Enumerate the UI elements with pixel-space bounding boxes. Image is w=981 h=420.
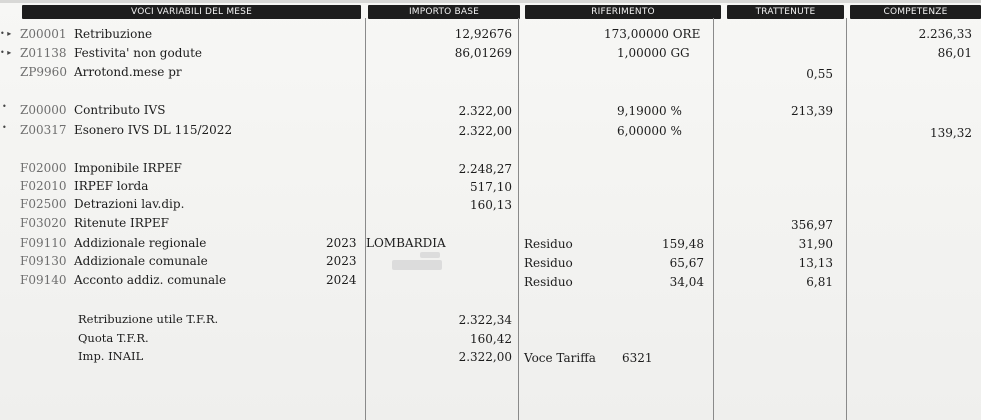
voce-description: Imponibile IRPEF <box>74 161 182 175</box>
voce-description: Ritenute IRPEF <box>74 216 169 230</box>
column-divider <box>518 18 519 420</box>
summary-label: Imp. INAIL <box>78 349 144 363</box>
voce-description: Addizionale comunale <box>74 254 208 268</box>
trattenute-value: 31,90 <box>798 237 833 251</box>
voce-code: Z00001 <box>20 27 67 41</box>
top-edge <box>0 0 981 3</box>
voce-region: LOMBARDIA <box>366 236 446 250</box>
column-divider <box>713 18 714 420</box>
voce-description: Acconto addiz. comunale <box>74 273 227 287</box>
trattenute-value: 13,13 <box>798 256 833 270</box>
voce-description: Esonero IVS DL 115/2022 <box>74 123 233 137</box>
summary-label: Quota T.F.R. <box>78 331 149 345</box>
voce-description: Contributo IVS <box>74 103 166 117</box>
voce-description: Detrazioni lav.dip. <box>74 197 185 211</box>
voce-code: F02500 <box>20 197 67 211</box>
importo-base-value: 12,92676 <box>454 27 512 41</box>
importo-base-value: 160,13 <box>470 198 512 212</box>
riferimento-value: 34,04 <box>669 275 704 289</box>
voce-code: Z00000 <box>20 103 67 117</box>
voce-code: F09110 <box>20 236 67 250</box>
voce-year: 2024 <box>326 273 357 287</box>
riferimento-label: Residuo <box>524 237 573 251</box>
voce-code: Z00317 <box>20 123 67 137</box>
row-marker-icon: • ▸ <box>0 29 12 38</box>
summary-label: Retribuzione utile T.F.R. <box>78 312 219 326</box>
trattenute-value: 0,55 <box>806 67 833 81</box>
importo-base-value: 517,10 <box>470 180 512 194</box>
importo-base-value: 86,01269 <box>454 46 512 60</box>
voce-code: F02000 <box>20 161 67 175</box>
riferimento-value: 159,48 <box>662 237 704 251</box>
importo-base-value: 2.322,00 <box>458 104 512 118</box>
redacted-area <box>392 260 442 270</box>
voce-code: F02010 <box>20 179 67 193</box>
voce-description: Festivita' non godute <box>74 46 203 60</box>
importo-base-value: 2.248,27 <box>458 162 512 176</box>
row-marker-icon: • <box>2 102 7 111</box>
summary-value: 2.322,00 <box>458 350 512 364</box>
header-competenze: COMPETENZE <box>850 5 981 19</box>
trattenute-value: 213,39 <box>791 104 833 118</box>
riferimento-label: Residuo <box>524 275 573 289</box>
voce-description: Retribuzione <box>74 27 153 41</box>
redacted-area <box>420 252 440 258</box>
voce-code: Z01138 <box>20 46 67 60</box>
competenze-value: 139,32 <box>930 126 972 140</box>
riferimento-value: 173,00000 ORE <box>604 27 701 41</box>
summary-value: 2.322,34 <box>458 313 512 327</box>
header-importo-base: IMPORTO BASE <box>368 5 520 19</box>
trattenute-value: 6,81 <box>806 275 833 289</box>
riferimento-label: Residuo <box>524 256 573 270</box>
riferimento-value: 65,67 <box>669 256 704 270</box>
column-divider <box>365 18 366 420</box>
header-riferimento: RIFERIMENTO <box>525 5 721 19</box>
voce-tariffa-value: 6321 <box>622 351 653 365</box>
trattenute-value: 356,97 <box>791 218 833 232</box>
column-divider <box>846 18 847 420</box>
voce-year: 2023 <box>326 236 357 250</box>
header-voci: VOCI VARIABILI DEL MESE <box>22 5 361 19</box>
voce-code: F03020 <box>20 216 67 230</box>
voce-code: F09140 <box>20 273 67 287</box>
riferimento-value: 9,19000 % <box>617 104 682 118</box>
voce-tariffa-label: Voce Tariffa <box>524 351 596 365</box>
voce-year: 2023 <box>326 254 357 268</box>
riferimento-value: 6,00000 % <box>617 124 682 138</box>
voce-description: IRPEF lorda <box>74 179 149 193</box>
voce-code: F09130 <box>20 254 67 268</box>
voce-description: Arrotond.mese pr <box>74 65 182 79</box>
row-marker-icon: • ▸ <box>0 48 12 57</box>
competenze-value: 86,01 <box>937 46 972 60</box>
row-marker-icon: • <box>2 123 7 132</box>
voce-description: Addizionale regionale <box>74 236 207 250</box>
header-trattenute: TRATTENUTE <box>727 5 844 19</box>
importo-base-value: 2.322,00 <box>458 124 512 138</box>
voce-code: ZP9960 <box>20 65 67 79</box>
summary-value: 160,42 <box>470 332 512 346</box>
riferimento-value: 1,00000 GG <box>617 46 690 60</box>
competenze-value: 2.236,33 <box>918 27 972 41</box>
